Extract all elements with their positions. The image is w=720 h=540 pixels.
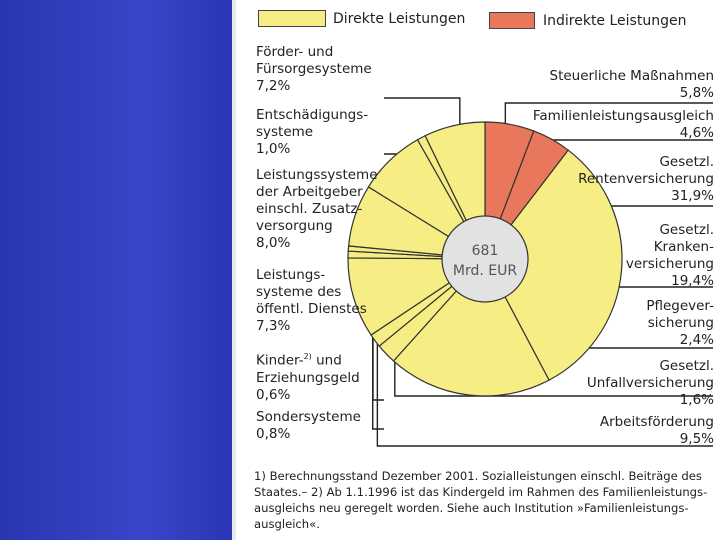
center-total-unit: Mrd. EUR: [452, 263, 518, 279]
center-disc: [442, 216, 528, 302]
label-krankenversicherung: Gesetzl. Kranken- versicherung 19,4%: [625, 222, 714, 289]
label-entschaedigungssysteme: Entschädigungs- systeme 1,0%: [256, 107, 369, 157]
legend-swatch-direct: [258, 10, 326, 27]
label-kinder-text: Kinder-: [256, 352, 304, 369]
legend-label-indirect: Indirekte Leistungen: [543, 13, 687, 29]
label-steuerliche-massnahmen: Steuerliche Maßnahmen 5,8%: [549, 68, 714, 101]
label-sondersysteme: Sondersysteme 0,8%: [256, 409, 361, 442]
legend-swatch-indirect: [489, 12, 535, 29]
label-arbeitgeber-systeme: Leistungssysteme der Arbeitgeber einschl. Zusatz- versorgung 8,0%: [256, 167, 378, 251]
footnote-ref-2: 2): [303, 352, 312, 361]
label-foerder-fuersorgesysteme: Förder- und Fürsorgesysteme 7,2%: [256, 44, 372, 94]
label-familienleistungsausgleich: Familienleistungsausgleich 4,6%: [532, 108, 714, 141]
label-pflegeversicherung: Pflegever- sicherung 2,4%: [646, 298, 714, 348]
legend-label-direct: Direkte Leistungen: [333, 11, 466, 27]
label-oeffentlicher-dienst: Leistungs- systeme des öffentl. Dienstes 7,3%: [256, 267, 367, 334]
label-unfallversicherung: Gesetzl. Unfallversicherung 1,6%: [586, 358, 714, 408]
center-total-value: 681: [471, 243, 499, 259]
label-kinder-rest: und Erziehungsgeld 0,6%: [256, 352, 360, 403]
label-arbeitsfoerderung: Arbeitsförderung 9,5%: [599, 414, 714, 447]
label-rentenversicherung: Gesetzl. Rentenversicherung 31,9%: [578, 154, 714, 204]
label-kinder-erziehungsgeld: [256, 348, 360, 404]
footnote: 1) Berechnungsstand Dezember 2001. Sozialleistungen einschl. Beiträge des Staates.– 2) Ab 1.1.1996 ist das Kindergeld im Rahmen des Familienleistungsausgleichs neu geregelt worden. Siehe auch Institution »Familienleistungsausgleich«.: [254, 469, 708, 531]
